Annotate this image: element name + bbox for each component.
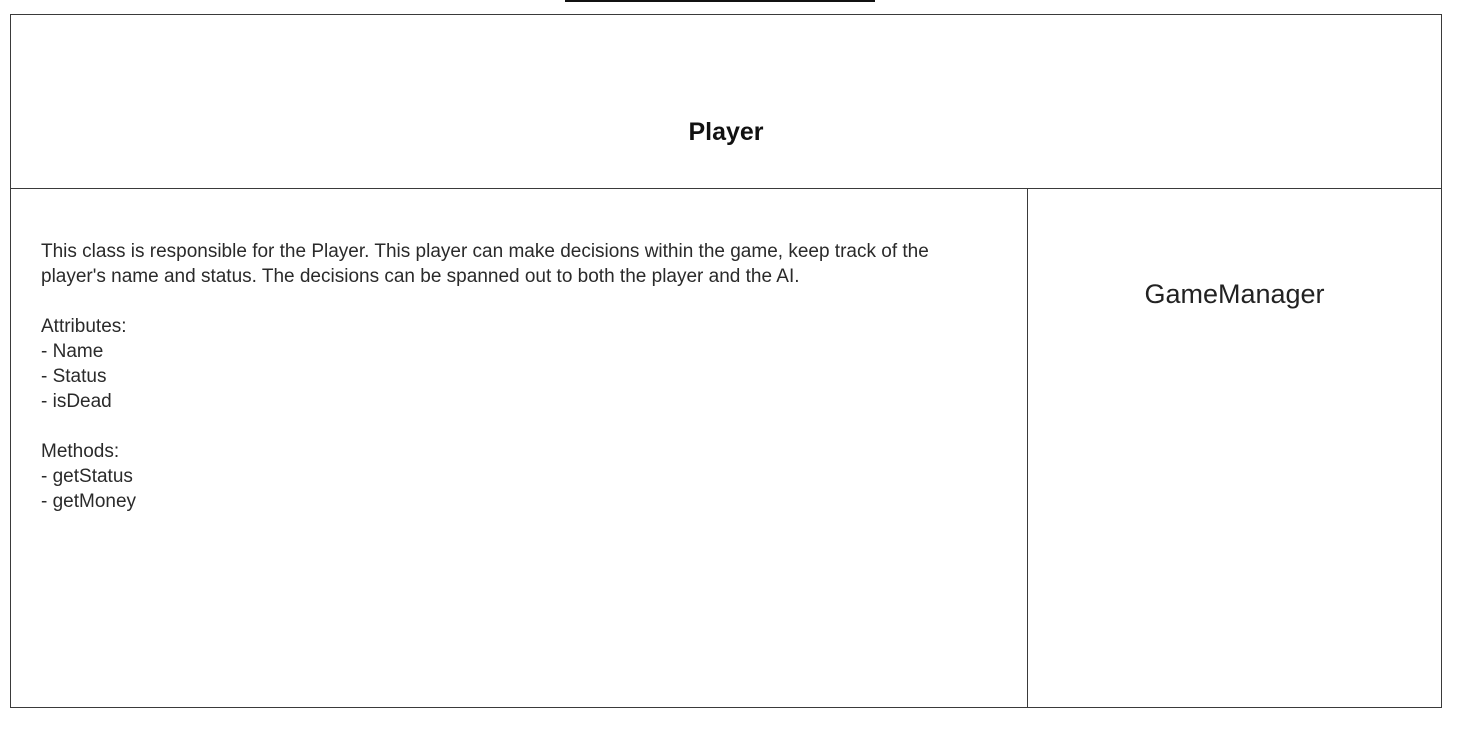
attribute-item: - Name [41,341,104,362]
methods-list [41,464,997,514]
attributes-label: Attributes: [41,316,127,337]
card-header [11,15,1441,189]
class-name-title: Player [688,118,764,146]
attribute-item: - Status [41,366,107,387]
collaborator-item: GameManager [1144,279,1325,309]
attribute-item: - isDead [41,391,112,412]
crc-card [10,14,1442,708]
method-item: - getStatus [41,466,133,487]
class-description: This class is responsible for the Player. This player can make decisions within the game, keep track of the player's name and status. The decisions can be spanned out to both the player and the AI. [41,241,929,287]
attributes-list [41,339,997,414]
responsibilities-panel [11,189,1028,707]
top-rule-line [565,0,875,2]
methods-label: Methods: [41,441,120,462]
method-item: - getMoney [41,491,137,512]
collaborators-panel [1028,189,1441,707]
